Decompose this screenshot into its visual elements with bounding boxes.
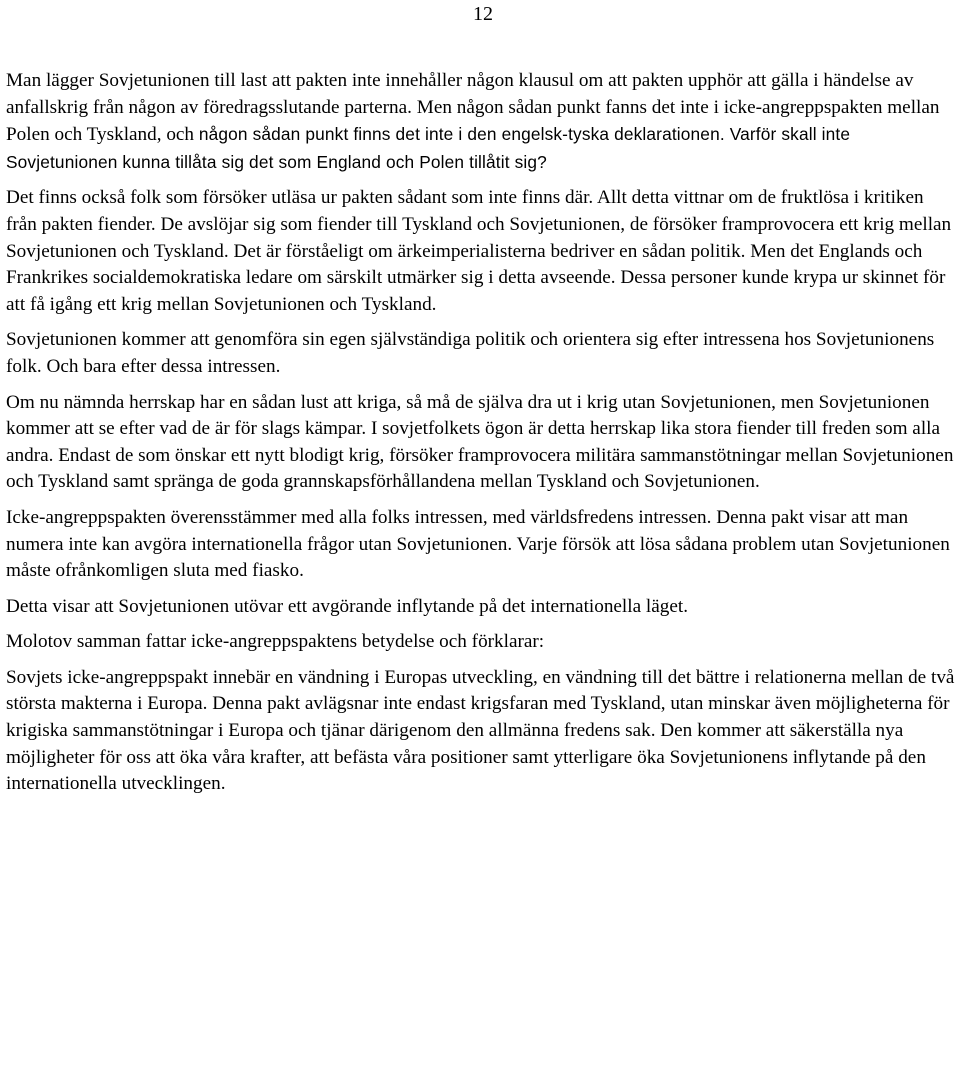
paragraph-3: Sovjetunionen kommer att genomföra sin egen självständiga politik och orientera sig efter intressena hos Sovjetunionens folk. Och bara efter dessa intressen.: [6, 329, 935, 377]
page-number: 12: [473, 3, 493, 25]
paragraph-7: Molotov samman fattar icke-angreppspaktens betydelse och förklarar:: [6, 631, 545, 653]
paragraph-1-sans-text: någon sådan punkt finns det inte i den engelsk-tyska deklarationen. Varför skall inte Sovjetunionen kunna tillåta sig det som England och Polen tillåtit sig?: [6, 124, 851, 172]
paragraph-1: [6, 68, 956, 176]
paragraph-1-serif-text: Man lägger Sovjetunionen till last att pakten inte innehåller någon klausul om att pakten upphör att gälla i händelse av anfallskrig från någon av föredragsslutande parterna. Men någon sådan punkt fanns det inte i icke-angreppspakten mellan Polen och Tyskland, och: [6, 70, 940, 146]
paragraph-6: Detta visar att Sovjetunionen utövar ett avgörande inflytande på det internationella läget.: [6, 595, 688, 617]
body-text: [6, 68, 956, 807]
paragraph-4: Om nu nämnda herrskap har en sådan lust att kriga, så må de själva dra ut i krig utan Sovjetunionen, men Sovjetunionen kommer att se efter vad de är för slags kämpar. I sovjetfolkets ögon är detta herrskap lika stora fiender till freden som alla andra. Endast de som önskar ett nytt blodigt krig, försöker framprovocera militära sammanstötningar mellan Sovjetunionen och Tyskland samt spränga de goda grannskapsförhållandena mellan Tyskland och Sovjetunionen.: [6, 391, 954, 493]
paragraph-2: Det finns också folk som försöker utläsa ur pakten sådant som inte finns där. Allt detta vittnar om de fruktlösa i kritiken från pakten fiender. De avslöjar sig som fiender till Tyskland och Sovjetunionen, de försöker framprovocera ett krig mellan Sovjetunionen och Tyskland. Det är förståeligt om ärkeimperialisterna bedriver en sådan politik. Men det Englands och Frankrikes socialdemokratiska ledare om särskilt utmärker sig i detta avseende. Dessa personer kunde krypa ur skinnet för att få igång ett krig mellan Sovjetunionen och Tyskland.: [6, 187, 952, 315]
paragraph-5: Icke-angreppspakten överensstämmer med alla folks intressen, med världsfredens intressen. Denna pakt visar att man numera inte kan avgöra internationella frågor utan Sovjetunionen. Varje försök att lösa sådana problem utan Sovjetunionen måste ofrånkomligen sluta med fiasko.: [6, 506, 950, 582]
paragraph-8: Sovjets icke-angreppspakt innebär en vändning i Europas utveckling, en vändning till det bättre i relationerna mellan de två största makterna i Europa. Denna pakt avlägsnar inte endast krigsfaran med Tyskland, utan minskar även möjligheterna för krigiska sammanstötningar i Europa och tjänar därigenom den allmänna fredens sak. Den kommer att säkerställa nya möjligheter för oss att öka våra krafter, att befästa våra positioner samt ytterligare öka Sovjetunionens inflytande på den internationella utvecklingen.: [6, 666, 955, 795]
